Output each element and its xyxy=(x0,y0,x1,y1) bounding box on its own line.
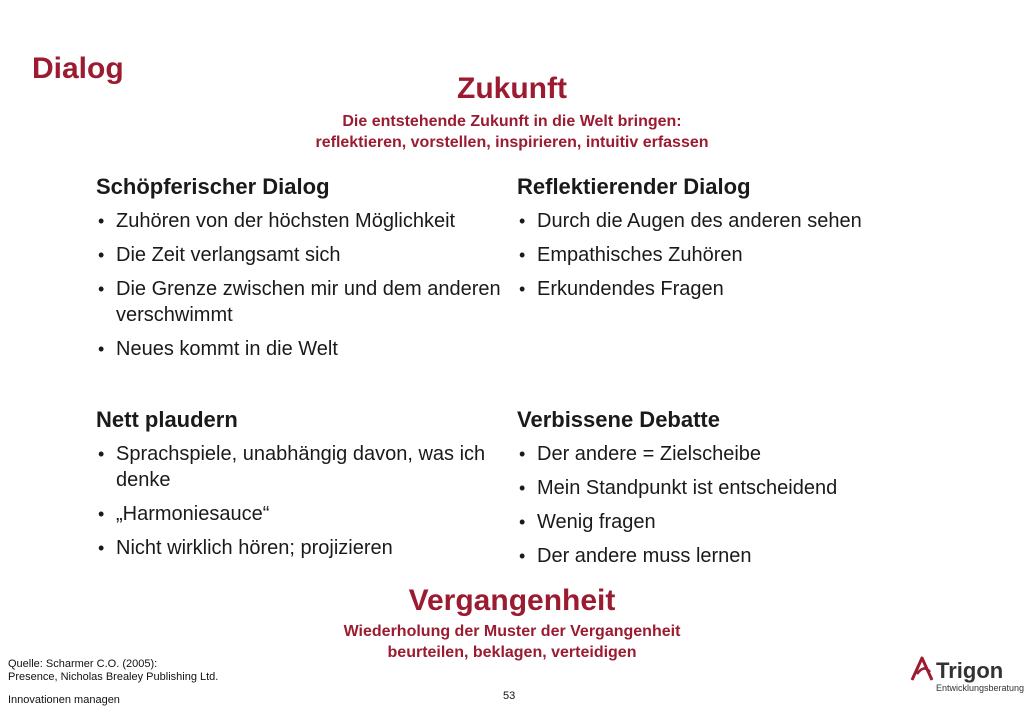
quadrant-heading: Nett plaudern xyxy=(96,407,238,432)
list-item: • Die Grenze zwischen mir und dem anderen verschwimmt xyxy=(96,276,506,328)
bullet-list xyxy=(517,208,927,302)
quadrant-heading: Verbissene Debatte xyxy=(517,407,720,432)
quadrant-schoepferischer-dialog xyxy=(96,174,506,370)
past-subtitle-line2: beurteilen, beklagen, verteidigen xyxy=(387,644,637,661)
bullet-list xyxy=(96,208,506,362)
future-subtitle-line1: Die entstehende Zukunft in die Welt bringen: xyxy=(342,113,682,130)
logo-subtitle: Entwicklungsberatung xyxy=(936,683,1024,693)
quadrant-verbissene-debatte xyxy=(517,407,927,577)
list-item: • „Harmoniesauce“ xyxy=(96,501,506,527)
quadrant-heading: Reflektierender Dialog xyxy=(517,174,751,199)
past-subtitle-line1: Wiederholung der Muster der Vergangenheit xyxy=(343,623,681,640)
trigon-logo xyxy=(908,652,1024,696)
past-title: Vergangenheit xyxy=(408,584,616,617)
list-item: • Wenig fragen xyxy=(517,509,927,535)
list-item: • Der andere muss lernen xyxy=(517,543,927,569)
list-item: • Die Zeit verlangsamt sich xyxy=(96,242,506,268)
logo-name: Trigon xyxy=(936,658,1004,683)
list-item: • Sprachspiele, unabhängig davon, was ich denke xyxy=(96,441,506,493)
source-citation-line1: Quelle: Scharmer C.O. (2005): xyxy=(8,658,158,670)
page-number: 53 xyxy=(503,690,516,702)
list-item: • Nicht wirklich hören; projizieren xyxy=(96,535,506,561)
footer-section: Innovationen managen xyxy=(8,694,120,706)
quadrant-reflektierender-dialog xyxy=(517,174,927,310)
list-item: • Erkundendes Fragen xyxy=(517,276,927,302)
quadrant-nett-plaudern xyxy=(96,407,506,569)
list-item: • Mein Standpunkt ist entscheidend xyxy=(517,475,927,501)
bullet-list xyxy=(517,441,927,569)
list-item: • Neues kommt in die Welt xyxy=(96,336,506,362)
slide-title: Dialog xyxy=(32,52,124,85)
list-item: • Zuhören von der höchsten Möglichkeit xyxy=(96,208,506,234)
quadrant-heading: Schöpferischer Dialog xyxy=(96,174,330,199)
trigon-logo-icon xyxy=(908,654,936,684)
future-subtitle-line2: reflektieren, vorstellen, inspirieren, intuitiv erfassen xyxy=(315,134,709,151)
list-item: • Durch die Augen des anderen sehen xyxy=(517,208,927,234)
list-item: • Empathisches Zuhören xyxy=(517,242,927,268)
future-title: Zukunft xyxy=(457,72,567,105)
list-item: • Der andere = Zielscheibe xyxy=(517,441,927,467)
bullet-list xyxy=(96,441,506,561)
source-citation-line2: Presence, Nicholas Brealey Publishing Ltd. xyxy=(8,671,219,683)
